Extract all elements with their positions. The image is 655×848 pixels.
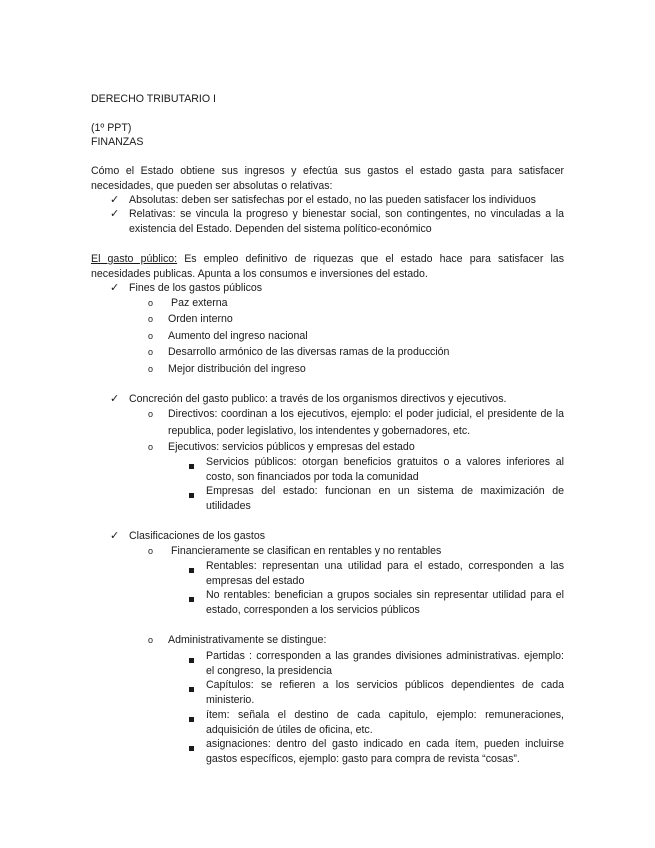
partidas-line-2: el congreso, la presidencia (206, 665, 333, 677)
gasto-definition-line-1: El gasto público: Es empleo definitivo de riquezas que el estado hace para satisfacer las (91, 253, 564, 265)
doc-subtitle: (1º PPT) (91, 122, 132, 134)
square-bullet-icon (189, 713, 194, 726)
circle-bullet-icon: o (148, 347, 154, 357)
admin-line: Administrativamente se distingue: (168, 634, 327, 646)
square-bullet-icon (189, 742, 194, 755)
no-rentables-line-2: estado, corresponden a los servicios públicos (206, 604, 420, 616)
doc-title: DERECHO TRIBUTARIO I (91, 93, 216, 105)
circle-bullet-icon: o (148, 364, 154, 374)
checkmark-icon: ✓ (110, 194, 120, 206)
no-rentables-line-1: No rentables: benefician a grupos sociales sin representar utilidad para el (206, 589, 564, 601)
square-bullet-icon (189, 460, 194, 473)
list-item-absolutas: Absolutas: deben ser satisfechas por el estado, no las pueden satisfacer los individuos (129, 194, 536, 206)
gasto-definition-line-2: necesidades publicas. Apunta a los consumos e inversiones del estado. (91, 268, 428, 280)
directivos-line-2: republica, poder legislativo, los intendentes y gobernadores, etc. (168, 425, 471, 437)
rentables-line-1: Rentables: representan una utilidad para el estado, corresponden a las (206, 560, 564, 572)
fines-item: Paz externa (171, 297, 228, 309)
circle-bullet-icon: o (148, 442, 154, 452)
square-bullet-icon (189, 489, 194, 502)
fines-item: Mejor distribución del ingreso (168, 363, 306, 375)
square-bullet-icon (189, 683, 194, 696)
rentables-line-2: empresas del estado (206, 575, 305, 587)
capitulos-line-2: ministerio. (206, 694, 255, 706)
checkmark-icon: ✓ (110, 208, 120, 220)
asignaciones-line-1: asignaciones: dentro del gasto indicado en cada ítem, pueden incluirse (206, 738, 564, 750)
servicios-line-2: costo, son financiados por toda la comunidad (206, 471, 419, 483)
empresas-line-2: utilidades (206, 500, 251, 512)
checkmark-icon: ✓ (110, 282, 120, 294)
fines-item: Desarrollo armónico de las diversas ramas de la producción (168, 346, 450, 358)
fines-heading: Fines de los gastos públicos (129, 282, 263, 294)
servicios-line-1: Servicios públicos: otorgan beneficios gratuitos o a valores inferiores al (206, 456, 564, 468)
intro-line-2: necesidades, que pueden ser absolutas o relativas: (91, 180, 333, 192)
circle-bullet-icon: o (148, 331, 154, 341)
square-bullet-icon (189, 593, 194, 606)
square-bullet-icon (189, 564, 194, 577)
circle-bullet-icon: o (148, 546, 154, 556)
fines-item: Aumento del ingreso nacional (168, 330, 308, 342)
circle-bullet-icon: o (148, 635, 154, 645)
square-bullet-icon (189, 654, 194, 667)
fines-item: Orden interno (168, 313, 233, 325)
gasto-term: El gasto público: (91, 253, 178, 265)
directivos-line-1: Directivos: coordinan a los ejecutivos, ejemplo: el poder judicial, el presidente de la (168, 408, 564, 420)
financ-line: Financieramente se clasifican en rentables y no rentables (171, 545, 442, 557)
ejecutivos-line: Ejecutivos: servicios públicos y empresas del estado (168, 441, 415, 453)
asignaciones-line-2: gastos específicos, ejemplo: gasto para compra de revista “cosas”. (206, 753, 520, 765)
circle-bullet-icon: o (148, 298, 154, 308)
checkmark-icon: ✓ (110, 393, 120, 405)
checkmark-icon: ✓ (110, 530, 120, 542)
partidas-line-1: Partidas : corresponden a las grandes divisiones administrativas. ejemplo: (206, 650, 564, 662)
circle-bullet-icon: o (148, 314, 154, 324)
capitulos-line-1: Capítulos: se refieren a los servicios públicos dependientes de cada (206, 679, 564, 691)
concrecion-heading: Concreción del gasto publico: a través de los organismos directivos y ejecutivos. (129, 393, 507, 405)
intro-line-1: Cómo el Estado obtiene sus ingresos y efectúa sus gastos el estado gasta para satisfacer (91, 165, 564, 177)
item-line-2: adquisición de útiles de oficina, etc. (206, 724, 373, 736)
circle-bullet-icon: o (148, 409, 154, 419)
list-item-relativas-2: existencia del Estado. Dependen del sistema político-económico (129, 223, 432, 235)
doc-section: FINANZAS (91, 136, 144, 148)
list-item-relativas-1: Relativas: se vincula la progreso y bienestar social, son contingentes, no vinculadas a la (129, 208, 564, 220)
clasificaciones-heading: Clasificaciones de los gastos (129, 530, 266, 542)
item-line-1: ítem: señala el destino de cada capitulo, ejemplo: remuneraciones, (206, 709, 564, 721)
empresas-line-1: Empresas del estado: funcionan en un sistema de maximización de (206, 485, 564, 497)
